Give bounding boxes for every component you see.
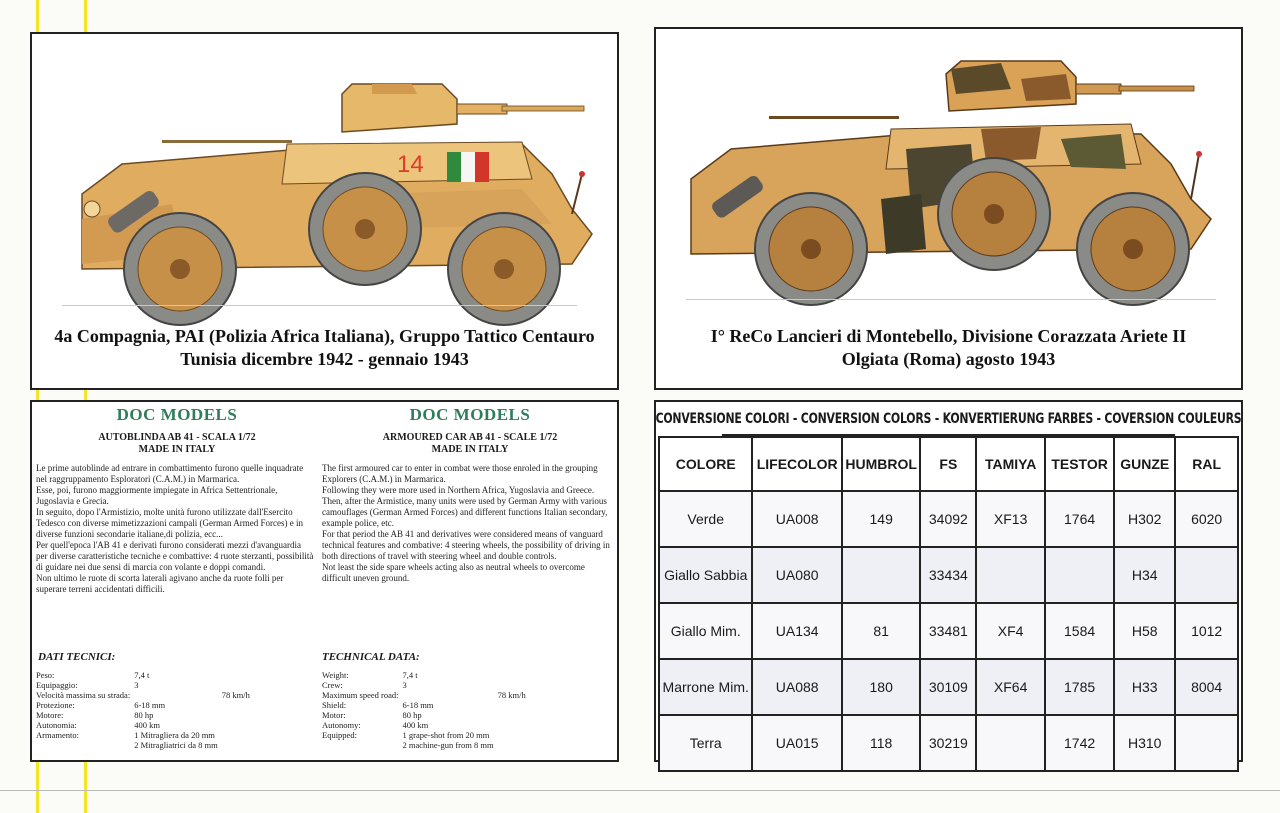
armoured-car-desert-profile	[52, 54, 602, 334]
wheel	[448, 213, 560, 325]
conversion-title: CONVERSIONE COLORI - CONVERSION COLORS - KONVERTIERUNG FARBES - COVERSION COULEURS	[722, 404, 1175, 436]
table-cell: H33	[1114, 659, 1175, 715]
table-header-row	[659, 437, 1238, 491]
table-cell: 1785	[1045, 659, 1114, 715]
table-cell: 1742	[1045, 715, 1114, 771]
color-conversion-panel	[654, 400, 1243, 762]
column-header: TESTOR	[1045, 437, 1114, 491]
table-cell: 33481	[920, 603, 976, 659]
column-header: FS	[920, 437, 976, 491]
table-cell: UA134	[752, 603, 841, 659]
table-cell: 1012	[1175, 603, 1238, 659]
column-header: COLORE	[659, 437, 752, 491]
tech-row: Equipped: 1 grape-shot from 20 mm	[322, 730, 490, 740]
tech-row: 2 Mitragliatrici da 8 mm	[134, 740, 218, 750]
table-cell: 149	[842, 491, 921, 547]
table-row	[659, 659, 1238, 715]
caption-line-2: Tunisia dicembre 1942 - gennaio 1943	[180, 349, 469, 369]
made-in-it: MADE IN ITALY	[138, 444, 216, 455]
table-cell	[842, 547, 921, 603]
tech-data-table-it	[36, 670, 254, 750]
table-cell: Giallo Mim.	[659, 603, 752, 659]
table-row	[659, 547, 1238, 603]
table-cell: UA015	[752, 715, 841, 771]
table-cell: H302	[1114, 491, 1175, 547]
tech-data-title-en: TECHNICAL DATA:	[322, 651, 420, 663]
table-cell: H58	[1114, 603, 1175, 659]
table-cell	[1175, 547, 1238, 603]
table-cell	[1045, 547, 1114, 603]
wheel	[938, 158, 1050, 270]
table-cell: XF13	[976, 491, 1045, 547]
table-cell: XF4	[976, 603, 1045, 659]
tech-row: Shield: 6-18 mm	[322, 700, 434, 710]
table-cell: Marrone Mim.	[659, 659, 752, 715]
table-cell	[976, 715, 1045, 771]
paragraph: Esse, poi, furono maggiormente impiegate in Africa Settentrionale, Jugoslavia e Grecia.	[36, 485, 278, 506]
history-text-it	[36, 463, 314, 595]
tech-row: Protezione: 6-18 mm	[36, 700, 166, 710]
table-cell: UA088	[752, 659, 841, 715]
table-cell: Giallo Sabbia	[659, 547, 752, 603]
caption-line-2: Olgiata (Roma) agosto 1943	[841, 349, 1056, 369]
table-cell: 8004	[1175, 659, 1238, 715]
table-cell: UA080	[752, 547, 841, 603]
instructions-panel	[30, 400, 619, 762]
profile-panel-montebello	[654, 27, 1243, 390]
tech-data-title-it: DATI TECNICI:	[38, 651, 116, 663]
profile-panel-pai	[30, 32, 619, 390]
table-cell: 1764	[1045, 491, 1114, 547]
paragraph: Per quell'epoca l'AB 41 e derivati furono considerati mezzi d'avanguardia per diverse caratteristiche tecniche e combattive: 4 ruote sterzanti, possibilità di guidare nei due sensi di marcia con volante e doppi comandi.	[36, 540, 314, 572]
table-row	[659, 491, 1238, 547]
ground-line	[686, 299, 1216, 300]
tech-row: Weight: 7,4 t	[322, 670, 418, 680]
column-header: HUMBROL	[842, 437, 921, 491]
tech-row: Armamento: 1 Mitragliera da 20 mm	[36, 730, 215, 740]
table-cell: 180	[842, 659, 921, 715]
tech-row: Peso: 7,4 t	[36, 670, 150, 680]
paragraph: Non ultimo le ruote di scorta laterali agivano anche da ruote folli per superare terreni accidentati difficili.	[36, 573, 284, 594]
table-cell: 1584	[1045, 603, 1114, 659]
tech-row: Motor: 80 hp	[322, 710, 422, 720]
color-conversion-table	[658, 436, 1239, 772]
tech-row: 2 machine-gun from 8 mm	[402, 740, 494, 750]
table-cell: 30219	[920, 715, 976, 771]
tech-row: Motore: 80 hp	[36, 710, 154, 720]
table-row	[659, 603, 1238, 659]
tech-row: Velocità massima su strada: 78 km/h	[36, 690, 250, 700]
product-subtitle-en: ARMOURED CAR AB 41 - SCALE 1/72	[382, 432, 558, 443]
table-cell: 33434	[920, 547, 976, 603]
table-cell: Terra	[659, 715, 752, 771]
table-cell: H310	[1114, 715, 1175, 771]
made-in-en: MADE IN ITALY	[431, 444, 509, 455]
brand-title-en: DOC MODELS	[409, 405, 531, 424]
paragraph: Not least the side spare wheels acting also as neutral wheels to overcome difficult uneven ground.	[322, 562, 585, 583]
column-header: RAL	[1175, 437, 1238, 491]
table-cell	[1175, 715, 1238, 771]
wheel	[309, 173, 421, 285]
tech-row: Crew: 3	[322, 680, 407, 690]
tech-row: Equipaggio: 3	[36, 680, 139, 690]
armoured-car-camouflage-profile	[681, 49, 1221, 309]
paragraph: For that period the AB 41 and derivatives were considered means of vanguard technical features and combative: 4 steering wheels, the possibility of driving in both directions of travel with steering wheel and double controls.	[322, 529, 610, 561]
table-cell: H34	[1114, 547, 1175, 603]
caption-line-1: 4a Compagnia, PAI (Polizia Africa Italiana), Gruppo Tattico Centauro	[54, 326, 595, 346]
flag-white-stripe	[461, 152, 475, 182]
column-header: LIFECOLOR	[752, 437, 841, 491]
paragraph: Then, after the Armistice, many units were used by German Army with various camouflages (German Armed Forces) and different functions Italian secondary, example police, etc.	[322, 496, 608, 528]
table-cell	[976, 547, 1045, 603]
table-cell: UA008	[752, 491, 841, 547]
wheel	[755, 193, 867, 305]
wheel	[1077, 193, 1189, 305]
brand-title-it: DOC MODELS	[116, 405, 238, 424]
table-cell: 118	[842, 715, 921, 771]
table-cell: Verde	[659, 491, 752, 547]
product-subtitle-it: AUTOBLINDA AB 41 - SCALA 1/72	[98, 432, 256, 443]
tech-row: Maximum speed road: 78 km/h	[322, 690, 526, 700]
table-cell: 81	[842, 603, 921, 659]
tech-data-table-en	[322, 670, 530, 750]
vehicle-number: 14	[397, 151, 424, 178]
table-cell: 6020	[1175, 491, 1238, 547]
page-bottom-edge	[0, 790, 1280, 791]
flag-red-stripe	[475, 152, 489, 182]
flag-green-stripe	[447, 152, 461, 182]
column-header: GUNZE	[1114, 437, 1175, 491]
paragraph: Le prime autoblinde ad entrare in combattimento furono quelle inquadrate nel raggruppamento Esploratori (C.A.M.) in Marmarica.	[36, 463, 304, 484]
paragraph: Following they were more used in Northern Africa, Yugoslavia and Greece.	[322, 485, 595, 495]
table-cell: 30109	[920, 659, 976, 715]
table-row	[659, 715, 1238, 771]
table-cell: XF64	[976, 659, 1045, 715]
tech-row: Autonomia: 400 km	[36, 720, 160, 730]
ground-line	[62, 305, 577, 306]
wheel	[124, 213, 236, 325]
paragraph: The first armoured car to enter in combat were those enroled in the grouping Explorers (C.A.M.) in Marmarica.	[322, 463, 598, 484]
column-header: TAMIYA	[976, 437, 1045, 491]
paragraph: In seguito, dopo l'Armistizio, molte unità furono utilizzate dall'Esercito Tedesco con diverse mimetizzazioni campali (German Armed Forces) e in diverse funzioni secondarie italiane,di polizia, ecc...	[36, 507, 304, 539]
history-text-en	[322, 463, 612, 584]
table-cell: 34092	[920, 491, 976, 547]
tech-row: Autonomy: 400 km	[322, 720, 429, 730]
caption-line-1: I° ReCo Lancieri di Montebello, Divisione Corazzata Ariete II	[710, 326, 1187, 346]
